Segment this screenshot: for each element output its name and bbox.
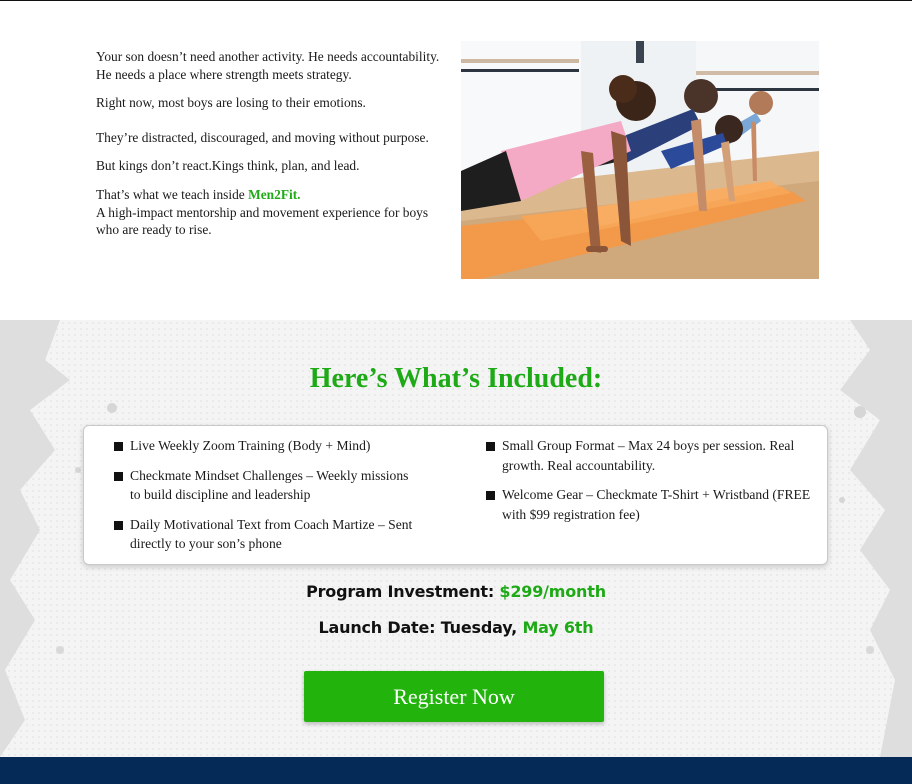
investment-price: $299/month bbox=[499, 582, 606, 601]
bullet-square-icon bbox=[486, 442, 495, 451]
included-heading: Here’s What’s Included: bbox=[309, 363, 603, 394]
list-item bbox=[486, 485, 816, 524]
intro-p5-line2: A high-impact mentorship and movement experience for boys who are ready to rise. bbox=[96, 204, 429, 238]
top-divider bbox=[0, 0, 912, 1]
intro-p1-line2: He needs a place where strength meets strategy. bbox=[96, 66, 352, 82]
intro-p5-prefix: That’s what we teach inside bbox=[96, 186, 249, 202]
list-item-text: Welcome Gear – Checkmate T-Shirt + Wristband (FREE with $99 registration fee) bbox=[502, 487, 811, 522]
launch-date bbox=[0, 618, 912, 637]
list-item bbox=[486, 436, 816, 475]
footer-bar bbox=[0, 757, 912, 784]
investment-label: Program Investment: bbox=[306, 582, 495, 601]
bullet-square-icon bbox=[486, 491, 495, 500]
register-now-button[interactable]: Register Now bbox=[304, 671, 604, 722]
included-card bbox=[83, 425, 828, 565]
brand-name: Men2Fit. bbox=[248, 186, 301, 202]
intro-p4: But kings don’t react.Kings think, plan, and lead. bbox=[96, 158, 360, 174]
intro-p1-line1: Your son doesn’t need another activity. He needs accountability. bbox=[96, 49, 440, 64]
list-item bbox=[114, 466, 414, 505]
list-item-text: Live Weekly Zoom Training (Body + Mind) bbox=[130, 438, 371, 453]
intro-p1 bbox=[96, 48, 441, 83]
list-item bbox=[114, 436, 414, 456]
launch-value: May 6th bbox=[522, 618, 594, 637]
included-list-left bbox=[114, 436, 414, 564]
intro-p2: Right now, most boys are losing to their emotions. bbox=[96, 95, 366, 111]
list-item-text: Small Group Format – Max 24 boys per session. Real growth. Real accountability. bbox=[502, 438, 795, 473]
intro-section bbox=[0, 0, 912, 320]
included-list-right bbox=[486, 436, 816, 534]
list-item bbox=[114, 515, 414, 554]
intro-p3: They’re distracted, discouraged, and moving without purpose. bbox=[96, 129, 429, 145]
bullet-square-icon bbox=[114, 472, 123, 481]
bullet-square-icon bbox=[114, 521, 123, 530]
list-item-text: Daily Motivational Text from Coach Martize – Sent directly to your son’s phone bbox=[130, 516, 413, 552]
fitness-class-photo bbox=[461, 41, 819, 279]
program-investment bbox=[0, 582, 912, 601]
bullet-square-icon bbox=[114, 442, 123, 451]
list-item-text: Checkmate Mindset Challenges – Weekly missions to build discipline and leadership bbox=[130, 467, 409, 503]
intro-text bbox=[96, 48, 441, 239]
launch-label: Launch Date: Tuesday, bbox=[318, 618, 518, 637]
intro-p5 bbox=[96, 186, 441, 239]
